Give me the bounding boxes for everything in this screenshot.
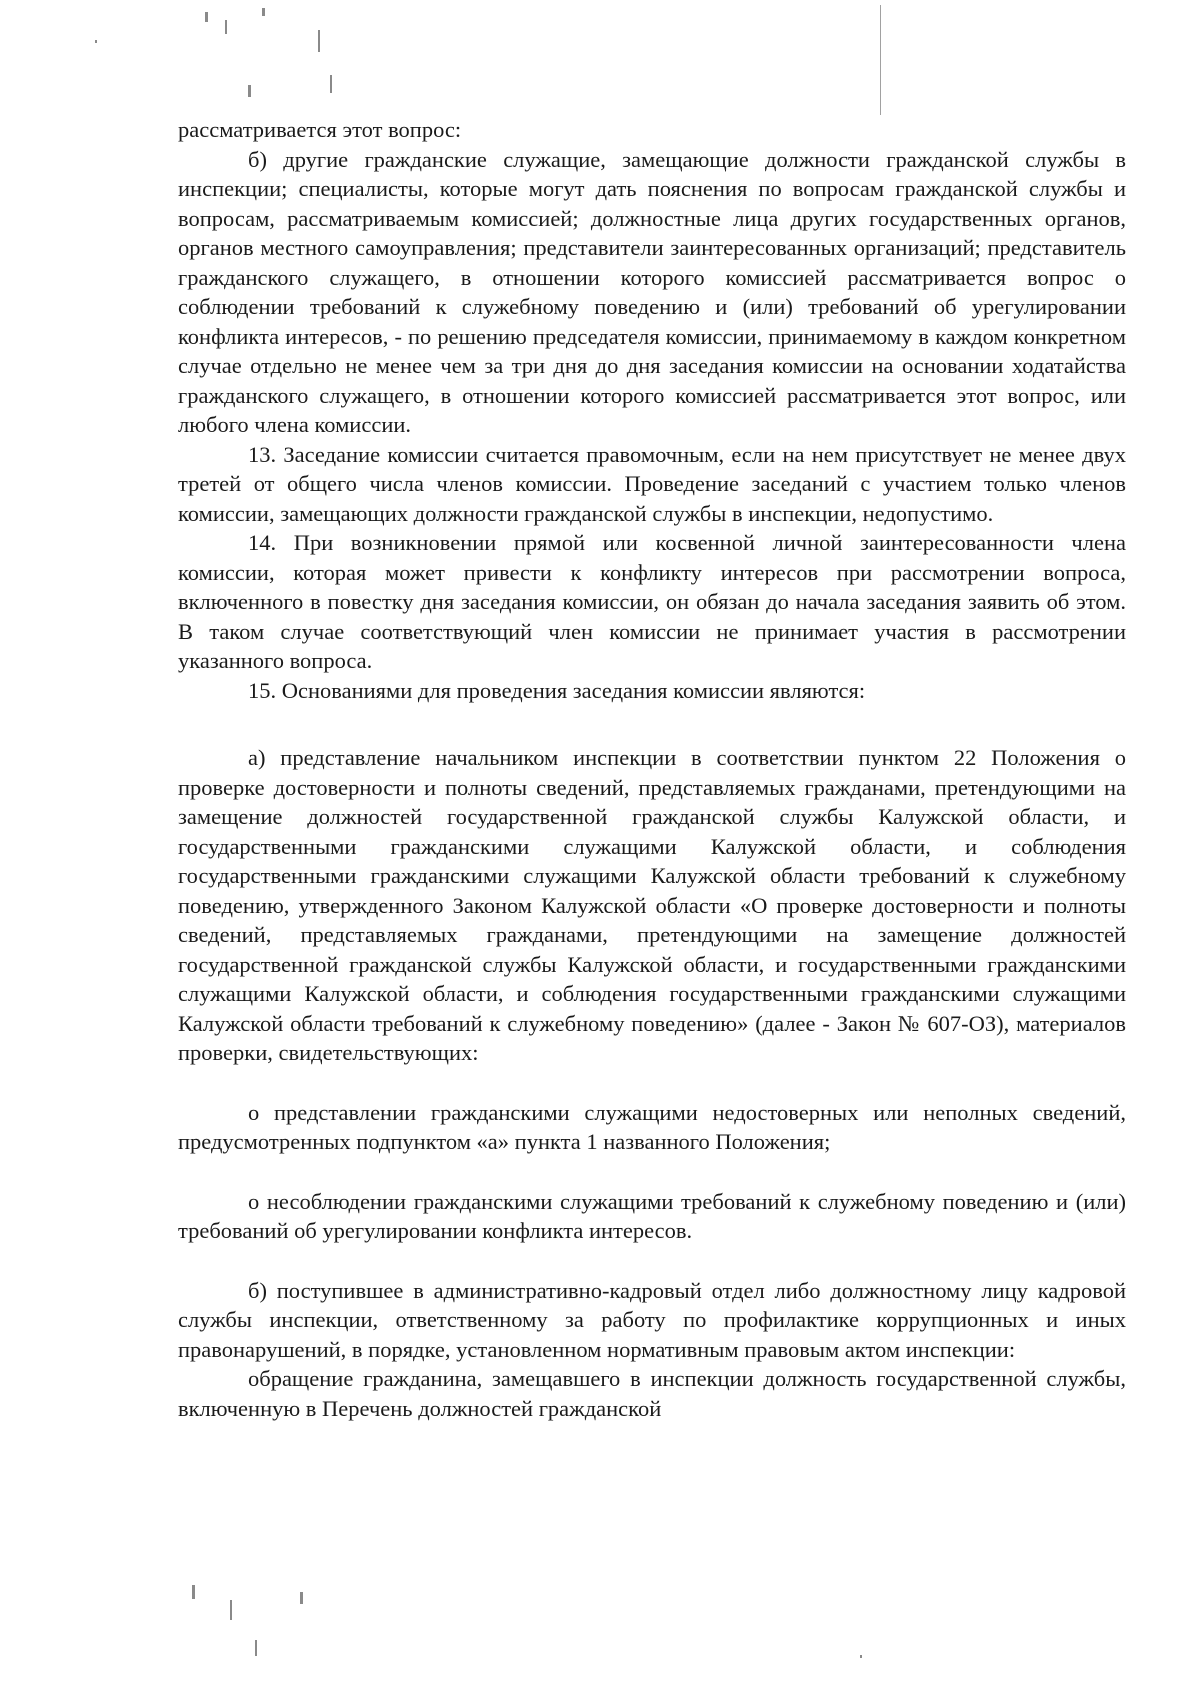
paragraph: рассматривается этот вопрос:	[178, 117, 462, 142]
scan-artifact	[300, 1592, 303, 1604]
paragraph: 13. Заседание комиссии считается правомочным, если на нем присутствует не менее двух третей от общего числа членов комиссии. Проведение заседаний с участием только членов комиссии, замещающих должности гражданской службы в инспекции, недопустимо.	[178, 441, 1126, 526]
scan-artifact	[318, 30, 320, 52]
paragraph: б) другие гражданские служащие, замещающие должности гражданской службы в инспекции; специалисты, которые могут дать пояснения по вопросам гражданской службы и вопросам, рассматриваемым комиссией; должностные лица других государственных органов, органов местного самоуправления; представители заинтересованных организаций; представитель гражданского служащего, в отношении которого комиссией рассматривается вопрос о соблюдении требований к служебному поведению и (или) требований об урегулировании конфликта интересов, - по решению председателя комиссии, принимаемому в каждом конкретном случае отдельно не менее чем за три дня до дня заседания комиссии на основании ходатайства гражданского служащего, в отношении которого комиссией рассматривается этот вопрос, или любого члена комиссии.	[178, 146, 1126, 437]
paragraph: о несоблюдении гражданскими служащими требований к служебному поведению и (или) требований об урегулировании конфликта интересов.	[178, 1188, 1126, 1243]
scan-artifact	[880, 5, 881, 115]
paragraph: а) представление начальником инспекции в соответствии пунктом 22 Положения о проверке достоверности и полноты сведений, представляемых гражданами, претендующими на замещение должностей государственной гражданской службы Калужской области, и государственными гражданскими служащими Калужской области, и соблюдения государственными гражданскими служащими Калужской области требований к служебному поведению, утвержденного Законом Калужской области «О проверке достоверности и полноты сведений, представляемых гражданами, претендующими на замещение должностей государственной гражданской службы Калужской области, и государственными гражданскими служащими Калужской области, и соблюдения государственными гражданскими служащими Калужской области требований к служебному поведению» (далее - Закон № 607-ОЗ), материалов проверки, свидетельствующих:	[178, 745, 1126, 1065]
scan-artifact	[192, 1585, 195, 1599]
paragraph: обращение гражданина, замещавшего в инспекции должность государственной службы, включенную в Перечень должностей гражданской	[178, 1366, 1126, 1421]
scan-artifact	[230, 1600, 232, 1620]
scan-artifact	[262, 8, 265, 16]
scan-artifact	[255, 1640, 257, 1656]
document-body	[178, 115, 1126, 1423]
paragraph: 14. При возникновении прямой или косвенной личной заинтересованности члена комиссии, которая может привести к конфликту интересов при рассмотрении вопроса, включенного в повестку дня заседания комиссии, он обязан до начала заседания заявить об этом. В таком случае соответствующий член комиссии не принимает участия в рассмотрении указанного вопроса.	[178, 530, 1126, 673]
scan-artifact	[860, 1655, 862, 1658]
paragraph: 15. Основаниями для проведения заседания комиссии являются:	[248, 677, 866, 703]
scan-artifact	[205, 12, 208, 22]
paragraph: о представлении гражданскими служащими недостоверных или неполных сведений, предусмотренных подпунктом «а» пункта 1 названного Положения;	[178, 1099, 1126, 1154]
scan-artifact	[248, 85, 251, 97]
scan-artifact	[225, 20, 227, 34]
scan-artifact	[95, 40, 97, 43]
paragraph: б) поступившее в административно-кадровый отдел либо должностному лицу кадровой службы инспекции, ответственному за работу по профилактике коррупционных и иных правонарушений, в порядке, установленном нормативным правовым актом инспекции:	[178, 1277, 1126, 1362]
scan-artifact	[330, 75, 332, 93]
